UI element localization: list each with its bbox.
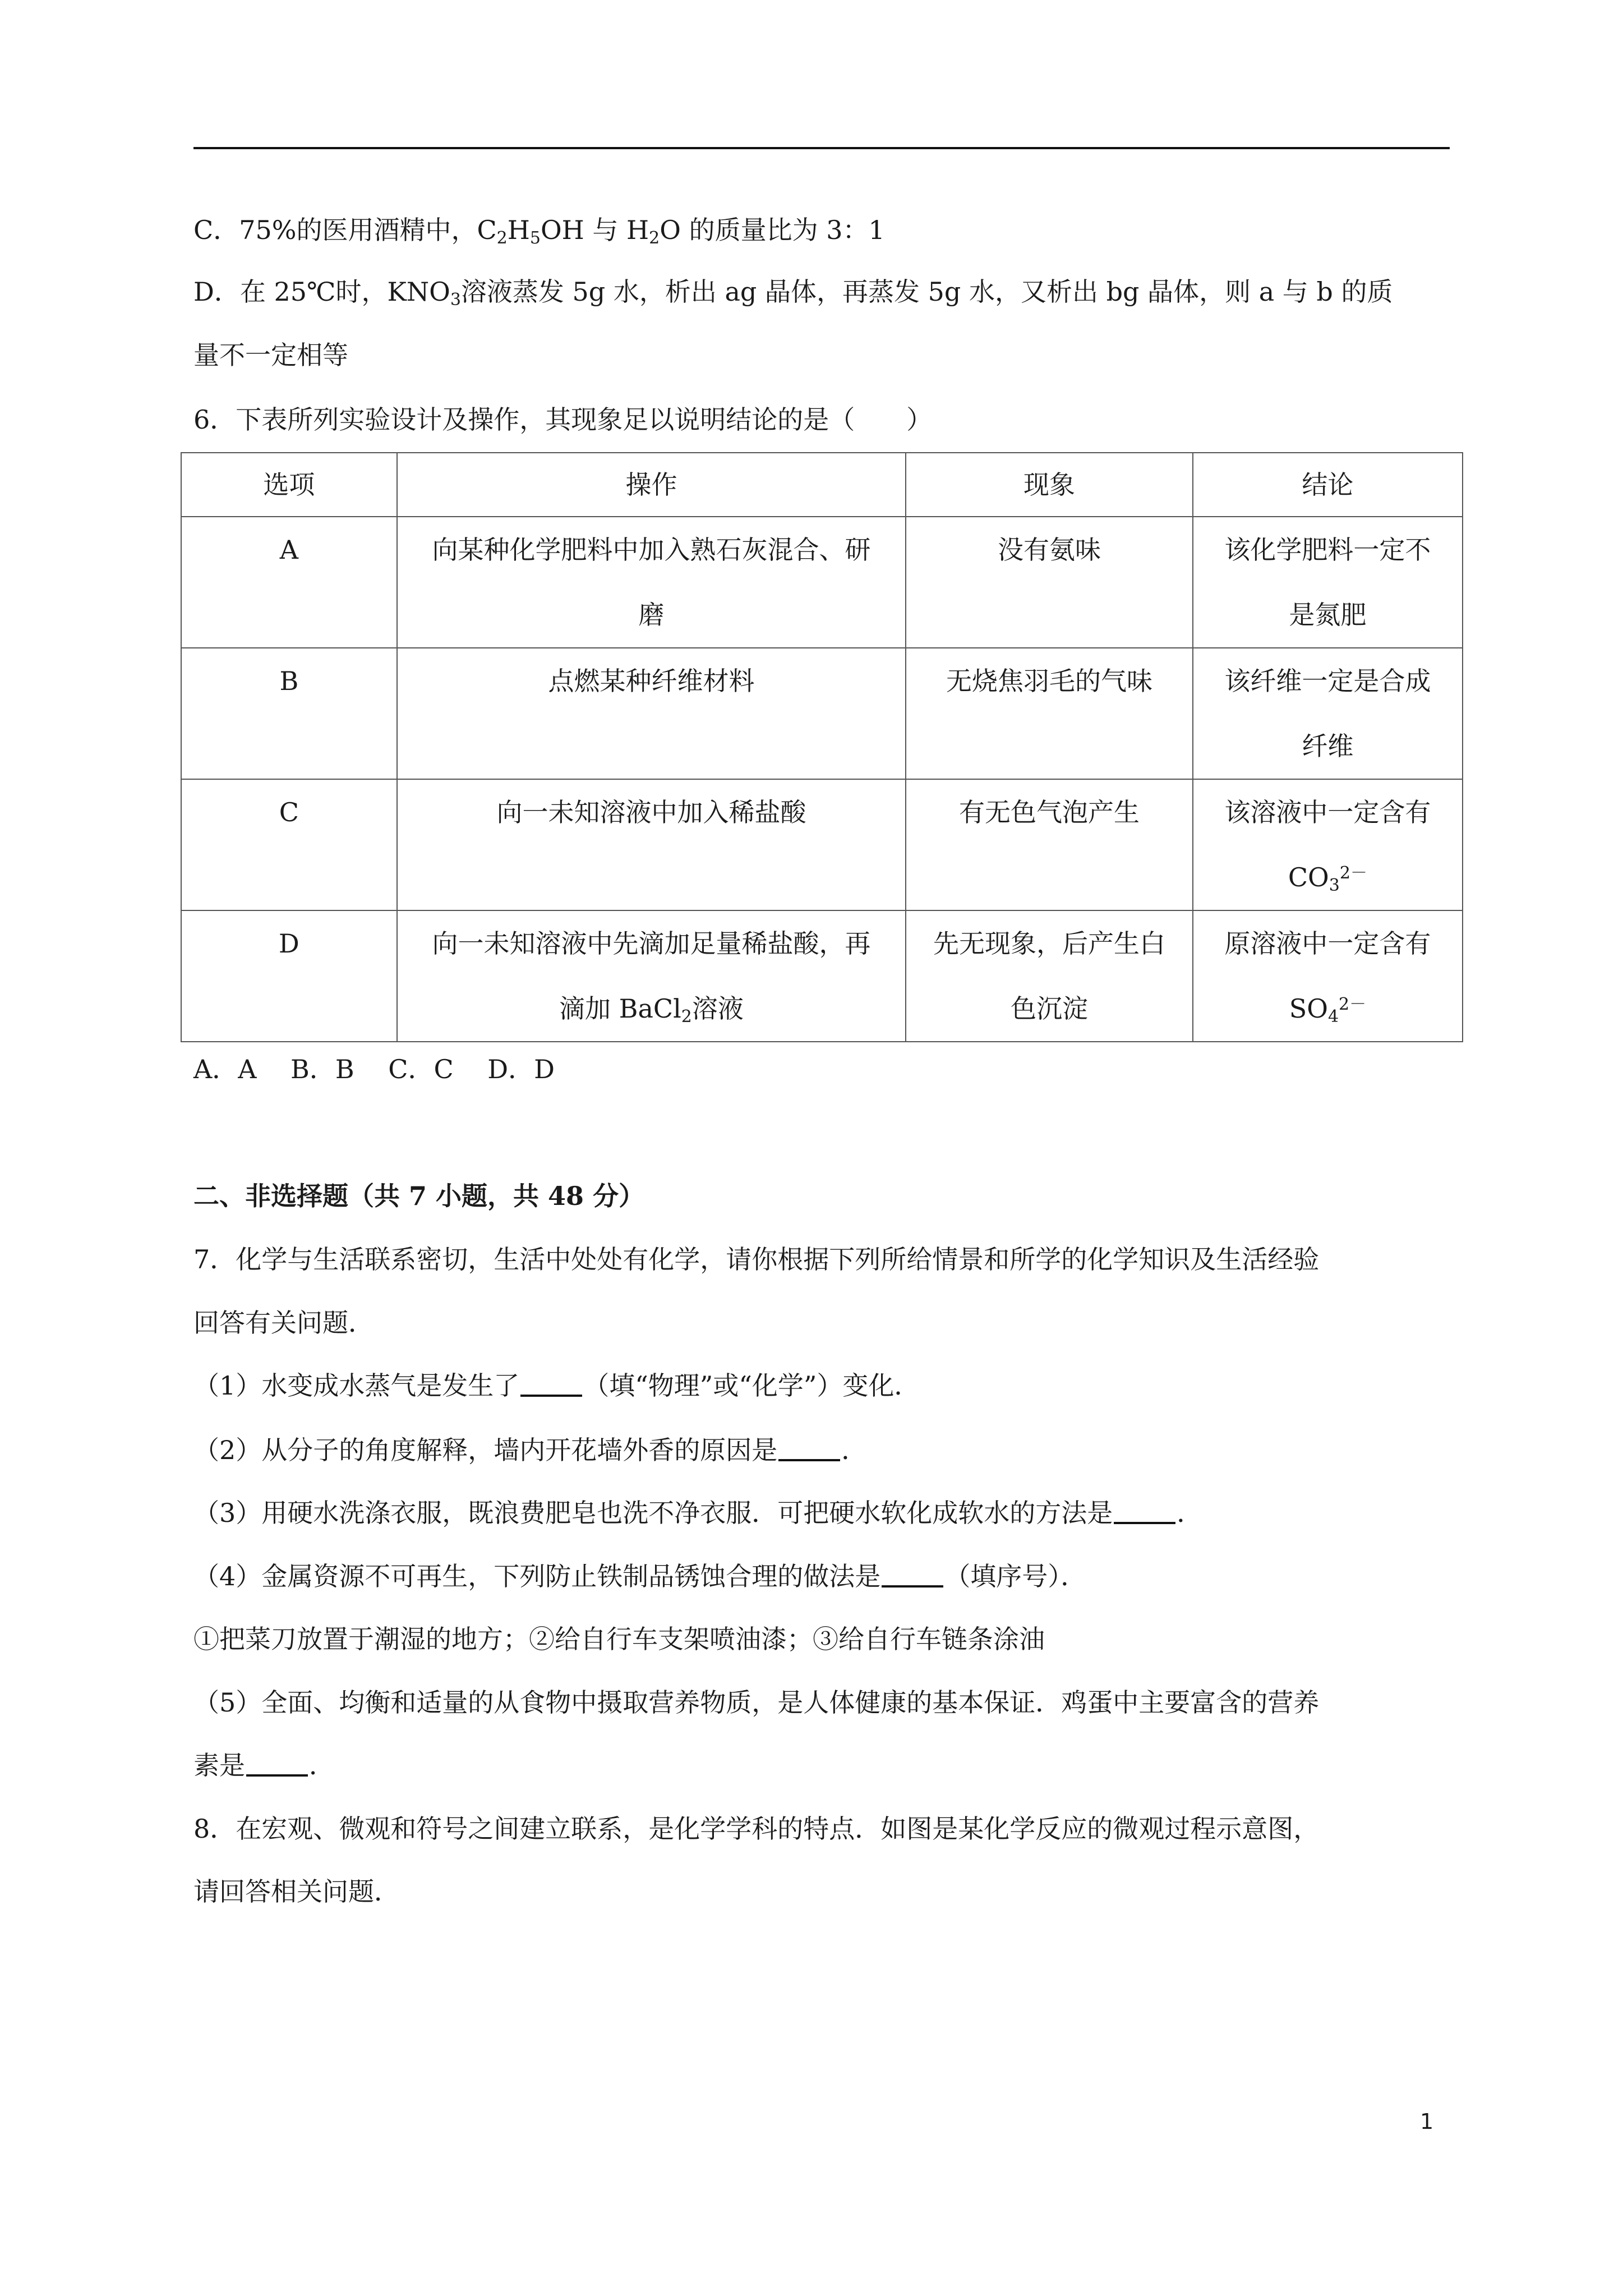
cell-operation: 向一未知溶液中先滴加足量稀盐酸，再 滴加 BaCl$_2$溶液 bbox=[397, 910, 906, 1042]
cell-phenomenon: 有无色气泡产生 bbox=[906, 779, 1193, 910]
question-7-stem-1: 7．化学与生活联系密切，生活中处处有化学，请你根据下列所给情景和所学的化学知识及生活经验 bbox=[193, 1244, 1320, 1274]
q7-sub-4-options: ①把菜刀放置于潮湿的地方；②给自行车支架喷油漆；③给自行车链条涂油 bbox=[193, 1624, 1045, 1654]
header-rule bbox=[193, 147, 1450, 149]
table-row bbox=[181, 517, 1463, 648]
cell-operation: 点燃某种纤维材料 bbox=[397, 648, 906, 779]
header-option: 选项 bbox=[181, 453, 397, 517]
question-8-stem-1: 8．在宏观、微观和符号之间建立联系，是化学学科的特点．如图是某化学反应的微观过程示意图， bbox=[193, 1814, 1320, 1844]
cell-conclusion: 原溶液中一定含有 $SO_4^{2-}$ bbox=[1193, 910, 1463, 1042]
option-c-line: C．75%的医用酒精中，$C_2H_5OH$ 与 $H_2O$ 的质量比为 3：1 bbox=[193, 215, 885, 248]
answer-choices: A．A B．B C．C D．D bbox=[193, 1054, 555, 1084]
cell-option: C bbox=[181, 779, 397, 910]
experiment-table bbox=[181, 452, 1463, 1042]
section-2-heading: 二、非选择题（共 7 小题，共 48 分） bbox=[193, 1181, 645, 1211]
cell-phenomenon: 先无现象，后产生白 色沉淀 bbox=[906, 910, 1193, 1042]
question-6-stem: 6．下表所列实验设计及操作，其现象足以说明结论的是（ ） bbox=[193, 404, 933, 435]
cell-phenomenon: 无烧焦羽毛的气味 bbox=[906, 648, 1193, 779]
q7-sub-3: （3）用硬水洗涤衣服，既浪费肥皂也洗不净衣服．可把硬水软化成软水的方法是 ． bbox=[193, 1498, 1203, 1528]
page-number: 1 bbox=[1420, 2109, 1434, 2134]
answer-blank[interactable] bbox=[1114, 1498, 1175, 1524]
q7-sub-5-line-2: 素是 ． bbox=[193, 1750, 335, 1780]
q7-sub-5-line-1: （5）全面、均衡和适量的从食物中摄取营养物质，是人体健康的基本保证．鸡蛋中主要富含的营养 bbox=[193, 1687, 1320, 1718]
question-8-stem-2: 请回答相关问题． bbox=[193, 1876, 400, 1907]
q7-sub-4: （4）金属资源不可再生，下列防止铁制品锈蚀合理的做法是 （填序号）． bbox=[193, 1561, 1087, 1591]
cell-conclusion: 该化学肥料一定不 是氮肥 bbox=[1193, 517, 1463, 648]
table-row bbox=[181, 910, 1463, 1042]
header-conclusion: 结论 bbox=[1193, 453, 1463, 517]
cell-conclusion: 该纤维一定是合成 纤维 bbox=[1193, 648, 1463, 779]
cell-option: D bbox=[181, 910, 397, 1042]
q7-sub-2: （2）从分子的角度解释，墙内开花墙外香的原因是 ． bbox=[193, 1435, 868, 1465]
cell-option: B bbox=[181, 648, 397, 779]
question-7-stem-2: 回答有关问题． bbox=[193, 1308, 374, 1338]
table-row bbox=[181, 779, 1463, 910]
cell-operation: 向一未知溶液中加入稀盐酸 bbox=[397, 779, 906, 910]
cell-phenomenon: 没有氨味 bbox=[906, 517, 1193, 648]
cell-option: A bbox=[181, 517, 397, 648]
table-row bbox=[181, 648, 1463, 779]
table-header-row bbox=[181, 453, 1463, 517]
answer-blank[interactable] bbox=[778, 1435, 840, 1461]
option-d-line-2: 量不一定相等 bbox=[193, 340, 348, 370]
header-operation: 操作 bbox=[397, 453, 906, 517]
answer-blank[interactable] bbox=[520, 1371, 582, 1397]
answer-blank[interactable] bbox=[246, 1751, 308, 1777]
option-d-line-1: D．在 25℃时，$KNO_3$溶液蒸发 5g 水，析出 ag 晶体，再蒸发 5g 水，又析出 bg 晶体，则 a 与 b 的质 bbox=[193, 277, 1393, 310]
answer-blank[interactable] bbox=[882, 1562, 943, 1588]
header-phenomenon: 现象 bbox=[906, 453, 1193, 517]
q7-sub-1: （1）水变成水蒸气是发生了 （填“物理”或“化学”）变化． bbox=[193, 1370, 920, 1401]
cell-operation: 向某种化学肥料中加入熟石灰混合、研 磨 bbox=[397, 517, 906, 648]
cell-conclusion: 该溶液中一定含有 $CO_3^{2-}$ bbox=[1193, 779, 1463, 910]
